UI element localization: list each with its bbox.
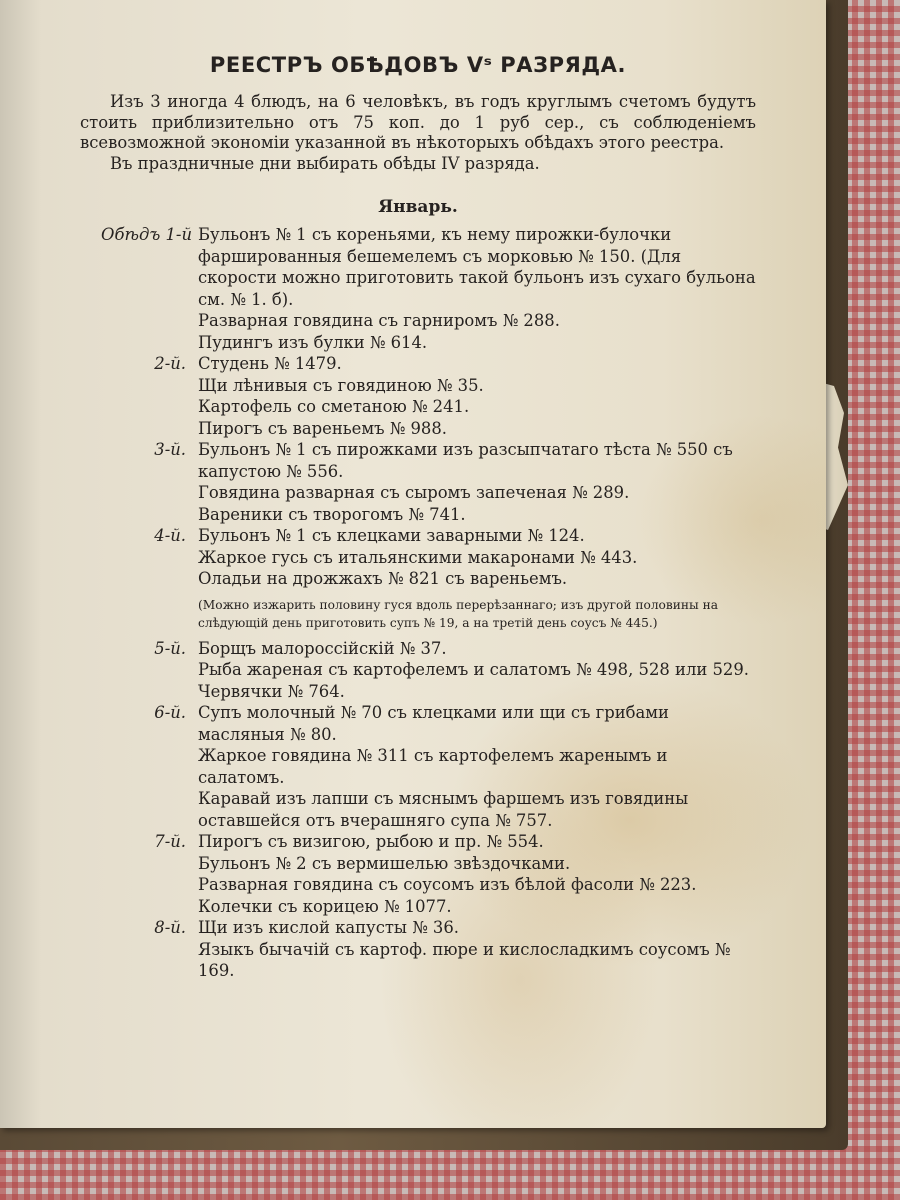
dish: Пирогъ съ вареньемъ № 988. xyxy=(198,418,447,438)
dish: Борщъ малороссійскій № 37. xyxy=(198,638,447,658)
intro xyxy=(80,92,756,174)
dish: Студень № 1479. xyxy=(198,354,342,373)
dish: Пирогъ съ визигою, рыбою и пр. № 554. xyxy=(198,832,544,851)
dish: Бульонъ № 1 съ пирожками изъ разсыпчатаго тѣста № 550 съ капустою № 556. xyxy=(198,440,733,481)
meal-entry xyxy=(80,353,756,439)
meal-label: 2-й. xyxy=(154,354,186,373)
meal-label: 7-й. xyxy=(154,832,186,851)
dish: Бульонъ № 1 съ клецками заварными № 124. xyxy=(198,526,585,545)
meal-label: 5-й. xyxy=(154,638,186,658)
meal-label: 6-й. xyxy=(154,703,186,722)
month-heading: Январь. xyxy=(378,197,458,217)
dish: Разварная говядина съ соусомъ изъ бѣлой фасоли № 223. xyxy=(198,875,697,894)
meal-label: Обѣдъ 1-й xyxy=(101,225,192,244)
dish: Колечки съ корицею № 1077. xyxy=(198,896,452,916)
meal-entry xyxy=(80,917,756,982)
page-content xyxy=(80,40,756,982)
meal-entry xyxy=(80,831,756,917)
dish: Каравай изъ лапши съ мяснымъ фаршемъ изъ говядины оставшейся отъ вчерашняго супа № 757. xyxy=(198,789,689,830)
dish: Жаркое гусь съ итальянскими макаронами № 443. xyxy=(198,547,638,567)
meal-label: 3-й. xyxy=(154,440,186,459)
meal-list xyxy=(80,224,756,982)
meal-label: 8-й. xyxy=(154,918,186,937)
page-title: РЕЕСТРЪ ОБѢДОВЪ Vˢ РАЗРЯДА. xyxy=(209,53,627,77)
dish: Разварная говядина съ гарниромъ № 288. xyxy=(198,311,560,330)
dish: Бульонъ № 2 съ вермишелью звѣздочками. xyxy=(198,853,571,873)
dish: Вареники съ творогомъ № 741. xyxy=(198,504,466,524)
meal-entry xyxy=(80,702,756,831)
dish: Картофель со сметаною № 241. xyxy=(198,397,470,416)
dish: Щи изъ кислой капусты № 36. xyxy=(198,918,459,937)
meal-entry xyxy=(80,224,756,353)
dish: Оладьи на дрожжахъ № 821 съ вареньемъ. xyxy=(198,569,568,588)
dish: Говядина разварная съ сыромъ запеченая № 289. xyxy=(198,483,630,502)
meal-label: 4-й. xyxy=(154,526,186,545)
dish: Рыба жареная съ картофелемъ и салатомъ № 498, 528 или 529. xyxy=(198,660,749,679)
meal-entry xyxy=(80,439,756,525)
intro-paragraph: Въ праздничные дни выбирать обѣды IV разряда. xyxy=(110,153,540,173)
dish: Языкъ бычачій съ картоф. пюре и кислосладкимъ соусомъ № 169. xyxy=(198,939,731,980)
dish: Супъ молочный № 70 съ клецками или щи съ грибами масляныя № 80. xyxy=(198,703,669,744)
dish: Пудингъ изъ булки № 614. xyxy=(198,332,428,352)
dish: Щи лѣнивыя съ говядиною № 35. xyxy=(198,375,484,395)
meal-entry xyxy=(80,638,756,703)
meal-note: (Можно изжарить половину гуся вдоль перерѣзаннаго; изъ другой половины на слѣдующій день приготовить супъ № 19, а на третій день соусъ № 445.) xyxy=(198,597,718,630)
dish: Червячки № 764. xyxy=(198,681,345,701)
meal-entry xyxy=(80,525,756,632)
dish: Жаркое говядина № 311 съ картофелемъ жаренымъ и салатомъ. xyxy=(198,746,668,787)
dish: Бульонъ № 1 съ кореньями, къ нему пирожки-булочки фаршированныя бешемелемъ съ морковью № 150. (Для скорости можно приготовить такой бульонъ изъ сухаго бульона см. № 1. б). xyxy=(198,225,756,309)
intro-paragraph: Изъ 3 иногда 4 блюдъ, на 6 человѣкъ, въ годъ круглымъ счетомъ будутъ стоить приблизительно отъ 75 коп. до 1 руб сер., съ соблюденіемъ всевозможной экономіи указанной въ нѣкоторыхъ обѣдахъ этого реестра. xyxy=(80,92,756,152)
